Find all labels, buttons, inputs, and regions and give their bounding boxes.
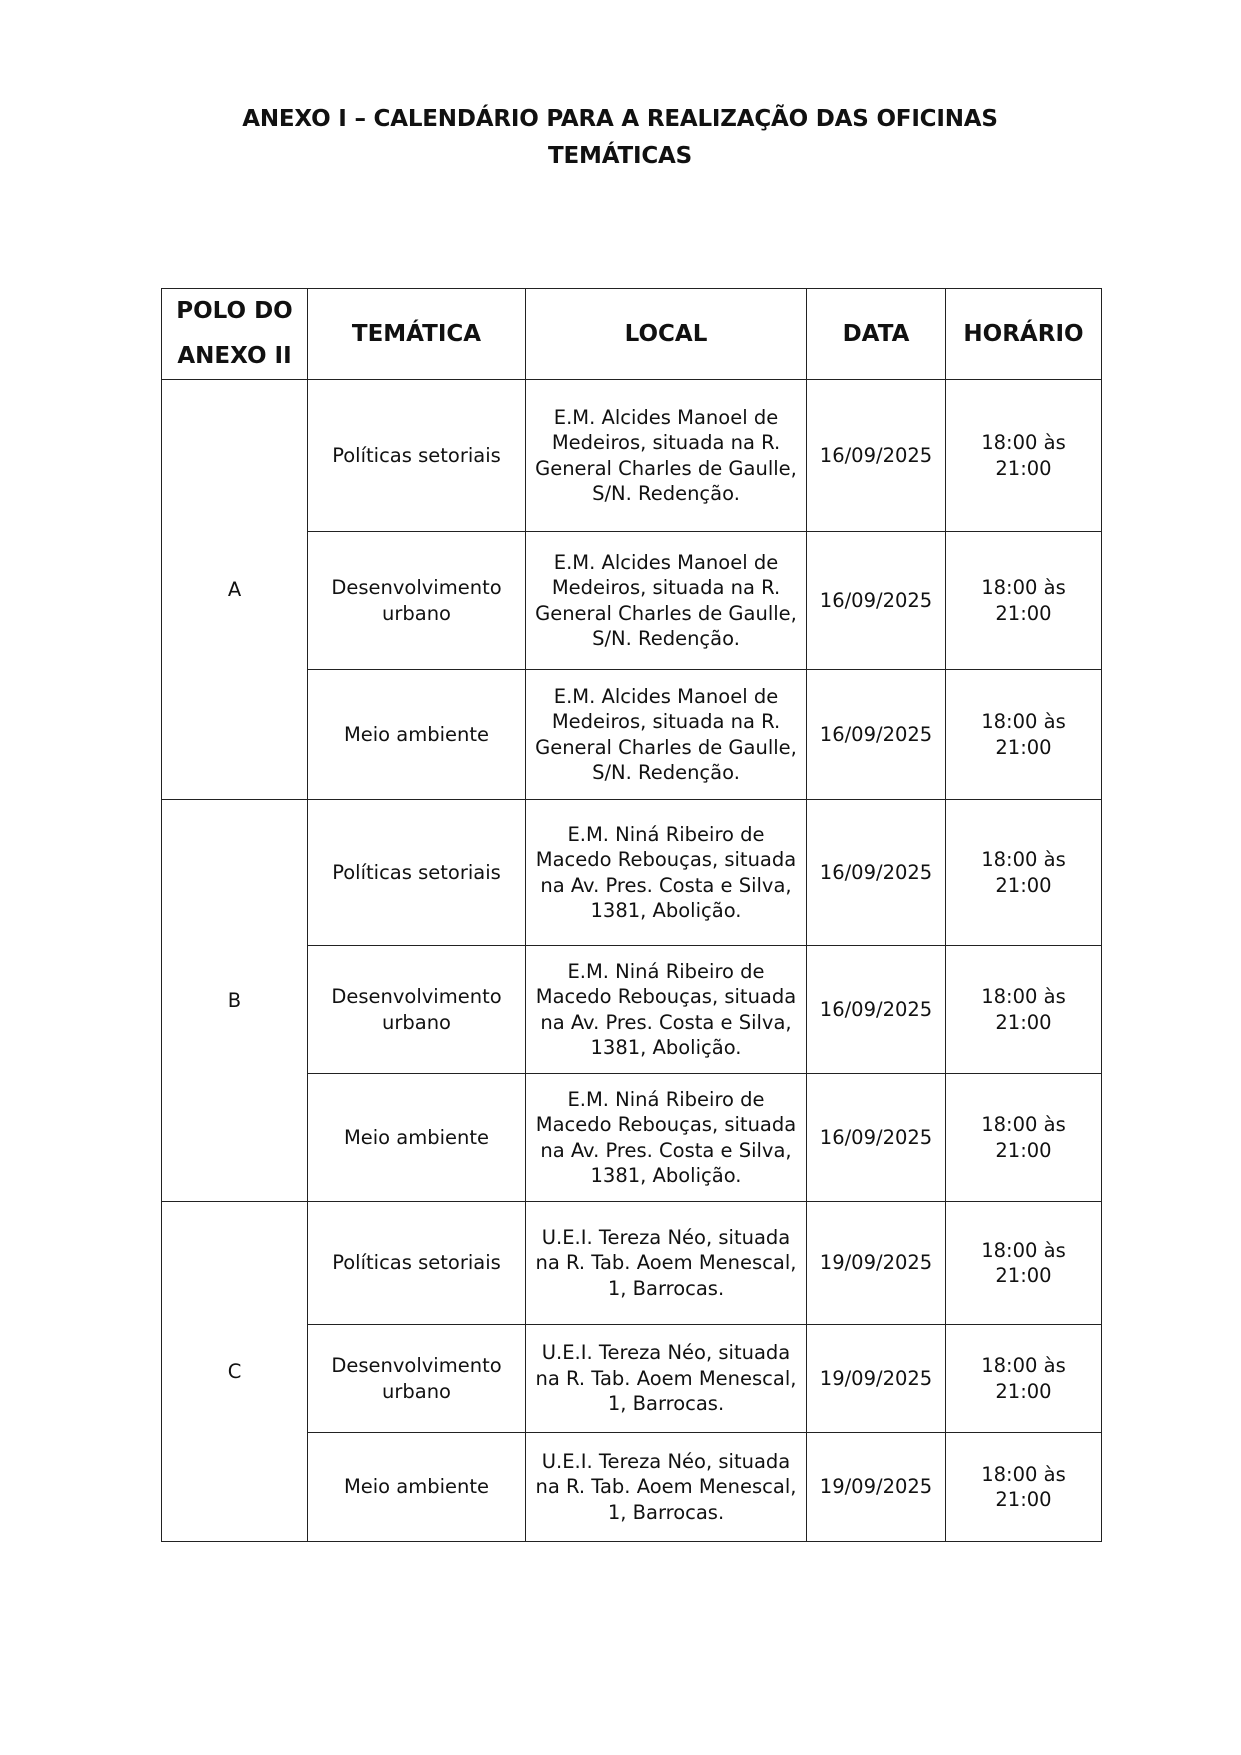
horario-cell: 18:00 às 21:00 <box>946 1325 1102 1433</box>
tematica-cell: Desenvolvimento urbano <box>308 532 526 670</box>
data-cell: 19/09/2025 <box>807 1202 946 1325</box>
data-cell: 19/09/2025 <box>807 1433 946 1542</box>
tematica-cell: Políticas setoriais <box>308 800 526 946</box>
header-polo: POLO DO ANEXO II <box>162 289 308 380</box>
horario-cell: 18:00 às 21:00 <box>946 946 1102 1074</box>
data-cell: 19/09/2025 <box>807 1325 946 1433</box>
local-cell: U.E.I. Tereza Néo, situada na R. Tab. Aoem Menescal, 1, Barrocas. <box>526 1202 807 1325</box>
local-cell: U.E.I. Tereza Néo, situada na R. Tab. Aoem Menescal, 1, Barrocas. <box>526 1433 807 1542</box>
horario-cell: 18:00 às 21:00 <box>946 532 1102 670</box>
horario-cell: 18:00 às 21:00 <box>946 1433 1102 1542</box>
polo-cell: A <box>162 380 308 800</box>
horario-cell: 18:00 às 21:00 <box>946 1202 1102 1325</box>
workshop-calendar-table <box>161 288 1102 1542</box>
document-title <box>170 101 1070 175</box>
horario-cell: 18:00 às 21:00 <box>946 380 1102 532</box>
tematica-cell: Desenvolvimento urbano <box>308 1325 526 1433</box>
data-cell: 16/09/2025 <box>807 946 946 1074</box>
polo-cell: C <box>162 1202 308 1542</box>
tematica-cell: Políticas setoriais <box>308 1202 526 1325</box>
header-local: LOCAL <box>526 289 807 380</box>
horario-cell: 18:00 às 21:00 <box>946 800 1102 946</box>
polo-cell: B <box>162 800 308 1202</box>
local-cell: E.M. Alcides Manoel de Medeiros, situada na R. General Charles de Gaulle, S/N. Redenção. <box>526 380 807 532</box>
data-cell: 16/09/2025 <box>807 670 946 800</box>
tematica-cell: Meio ambiente <box>308 1074 526 1202</box>
table-row <box>162 800 1102 946</box>
header-tematica: TEMÁTICA <box>308 289 526 380</box>
local-cell: E.M. Niná Ribeiro de Macedo Rebouças, situada na Av. Pres. Costa e Silva, 1381, Abolição. <box>526 800 807 946</box>
data-cell: 16/09/2025 <box>807 532 946 670</box>
data-cell: 16/09/2025 <box>807 1074 946 1202</box>
table-row <box>162 380 1102 532</box>
tematica-cell: Meio ambiente <box>308 1433 526 1542</box>
data-cell: 16/09/2025 <box>807 380 946 532</box>
tematica-cell: Meio ambiente <box>308 670 526 800</box>
local-cell: E.M. Alcides Manoel de Medeiros, situada na R. General Charles de Gaulle, S/N. Redenção. <box>526 532 807 670</box>
data-cell: 16/09/2025 <box>807 800 946 946</box>
local-cell: E.M. Niná Ribeiro de Macedo Rebouças, situada na Av. Pres. Costa e Silva, 1381, Abolição. <box>526 946 807 1074</box>
document-title-line-2: TEMÁTICAS <box>548 143 692 169</box>
horario-cell: 18:00 às 21:00 <box>946 670 1102 800</box>
document-title-line-1: ANEXO I – CALENDÁRIO PARA A REALIZAÇÃO DAS OFICINAS <box>242 106 998 132</box>
tematica-cell: Políticas setoriais <box>308 380 526 532</box>
table-header-row <box>162 289 1102 380</box>
header-data: DATA <box>807 289 946 380</box>
horario-cell: 18:00 às 21:00 <box>946 1074 1102 1202</box>
local-cell: E.M. Niná Ribeiro de Macedo Rebouças, situada na Av. Pres. Costa e Silva, 1381, Abolição. <box>526 1074 807 1202</box>
local-cell: U.E.I. Tereza Néo, situada na R. Tab. Aoem Menescal, 1, Barrocas. <box>526 1325 807 1433</box>
tematica-cell: Desenvolvimento urbano <box>308 946 526 1074</box>
header-horario: HORÁRIO <box>946 289 1102 380</box>
table-row <box>162 1202 1102 1325</box>
local-cell: E.M. Alcides Manoel de Medeiros, situada na R. General Charles de Gaulle, S/N. Redenção. <box>526 670 807 800</box>
